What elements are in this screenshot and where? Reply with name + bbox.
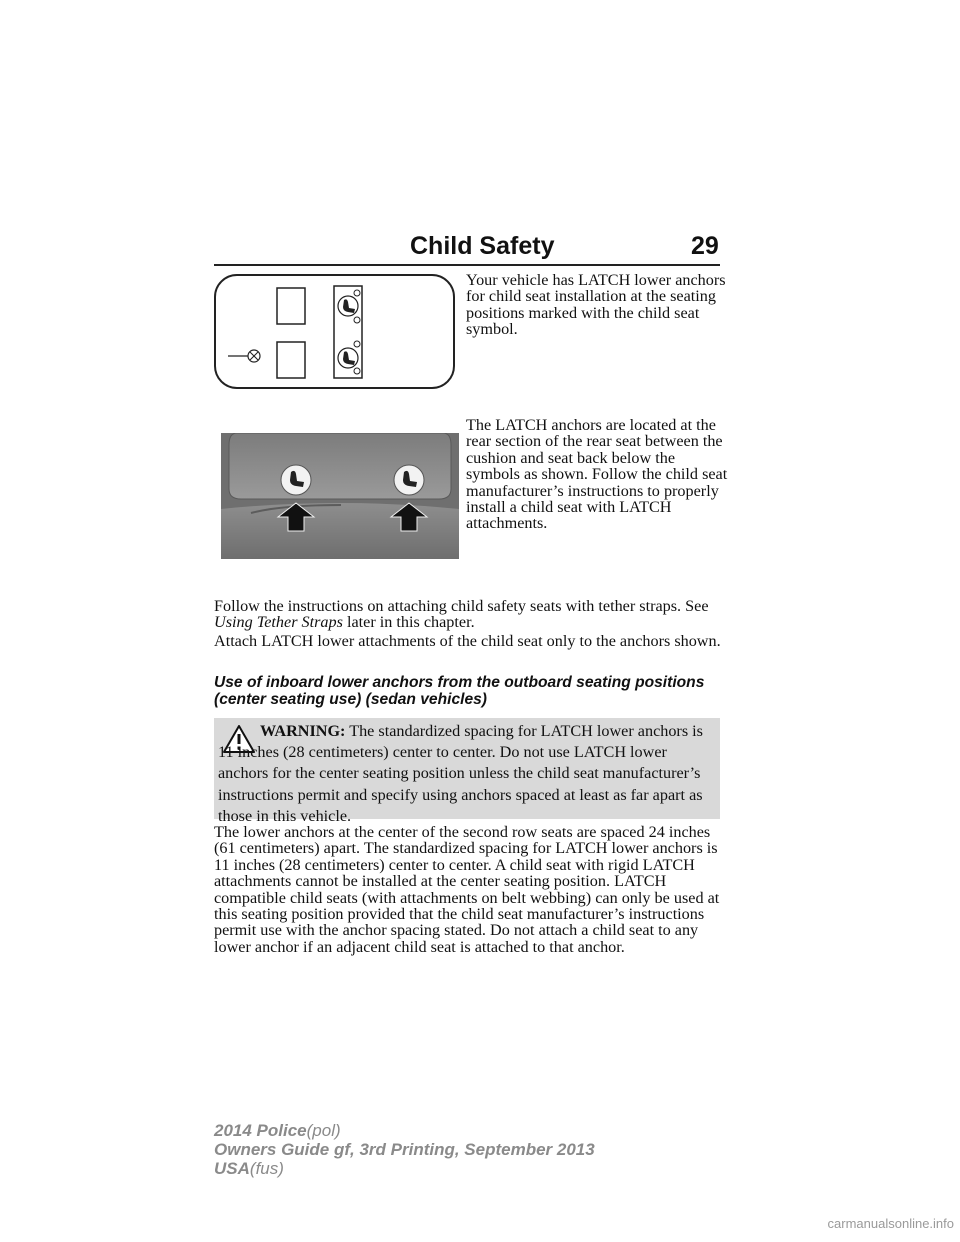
page-number: 29 <box>691 232 719 260</box>
footer-market-code: (fus) <box>249 1159 284 1178</box>
warning-text-block <box>218 721 714 827</box>
warning-box <box>214 718 720 825</box>
footer-line-1 <box>214 1122 341 1139</box>
attach-anchors-paragraph: Attach LATCH lower attachments of the child seat only to the anchors shown. <box>214 632 721 650</box>
latch-location-paragraph: The LATCH anchors are located at the rear section of the rear seat between the cushion and seat back below the symbols as shown. Follow the child seat manufacturer’s instructions to properly install a child seat with LATCH attachments. <box>466 416 728 533</box>
tether-text-post: later in this chapter. <box>342 613 475 632</box>
lower-anchors-spacing-paragraph: The lower anchors at the center of the second row seats are spaced 24 inches (61 centimeters) apart. The standardized spacing for LATCH lower anchors is 11 inches (28 centimeters) center to center. A child seat with rigid LATCH attachments cannot be installed at the center seating position. LATCH compatible child seats (with attachments on belt webbing) can only be used at this seating position provided that the child seat manufacturer’s instructions permit use with the anchor spacing stated. Do not attach a child seat to any lower anchor if an adjacent child seat is attached to that anchor. <box>214 823 720 956</box>
section-title: Child Safety <box>410 232 555 260</box>
footer-line-3 <box>214 1160 284 1177</box>
inboard-anchors-subheading: Use of inboard lower anchors from the outboard seating positions (center seating use) (sedan vehicles) <box>214 674 705 708</box>
warning-body: The standardized spacing for LATCH lower anchors is 11 inches (28 centimeters) center to center. Do not use LATCH lower anchors for the center seating position unless the child seat manufacturer’s instructions permit and specify using anchors spaced at least as far apart as those in this vehicle. <box>218 722 703 825</box>
footer-model-code: (pol) <box>306 1121 341 1140</box>
header-divider <box>214 264 720 266</box>
watermark: carmanualsonline.info <box>827 1216 954 1231</box>
tether-instructions-paragraph <box>214 598 722 631</box>
tether-straps-reference: Using Tether Straps <box>214 613 343 632</box>
latch-intro-paragraph: Your vehicle has LATCH lower anchors for child seat installation at the seating positions marked with the child seat symbol. <box>466 271 726 339</box>
warning-label: WARNING: <box>260 722 346 740</box>
vehicle-seat-layout-diagram <box>214 274 456 390</box>
tether-text-pre: Follow the instructions on attaching child safety seats with tether straps. See <box>214 597 709 615</box>
footer-market: USA <box>214 1159 250 1178</box>
footer-line-2: Owners Guide gf, 3rd Printing, September 2013 <box>214 1140 595 1159</box>
latch-anchor-photo <box>221 433 459 559</box>
footer-model: 2014 Police <box>214 1121 307 1140</box>
